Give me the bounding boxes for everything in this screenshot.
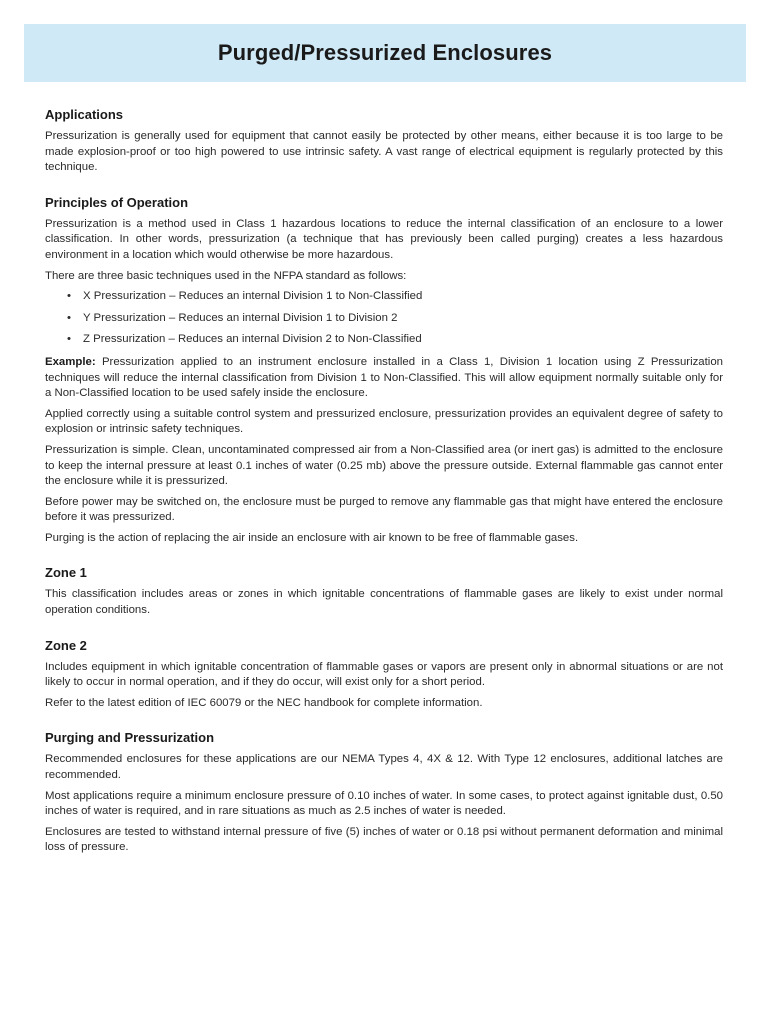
applications-paragraph: Pressurization is generally used for equipment that cannot easily be protected by other means, either because it is too large to be made explosion-proof or too high powered to use intrinsic safety. A vast range of electrical equipment is regularly protected by this technique.	[45, 130, 723, 174]
zone1-heading: Zone 1	[45, 565, 87, 581]
section-zone-2	[45, 637, 723, 712]
purging-paragraph-1: Recommended enclosures for these applications are our NEMA Types 4, 4X & 12. With Type 12 enclosures, additional latches are recommended.	[45, 753, 723, 782]
bullet-icon: •	[67, 333, 71, 346]
purging-paragraph-2: Most applications require a minimum enclosure pressure of 0.10 inches of water. In some cases, to protect against ignitable dust, 0.50 inches of water is required, and in rare situations as much as 2.5 inches of water is needed.	[45, 789, 723, 818]
zone2-paragraph-1: Includes equipment in which ignitable concentration of flammable gases or vapors are present only in abnormal situations or are not likely to occur in normal operation, and if they do occur, will exist only for a short period.	[45, 660, 723, 689]
bullet-icon: •	[67, 311, 71, 324]
title-banner	[24, 24, 746, 82]
list-item-text: Y Pressurization – Reduces an internal Division 1 to Division 2	[83, 311, 398, 324]
list-item-text: X Pressurization – Reduces an internal Division 1 to Non-Classified	[83, 290, 423, 303]
techniques-list	[45, 289, 723, 348]
applications-heading: Applications	[45, 107, 124, 122]
document-body	[45, 106, 723, 861]
example-text: Pressurization applied to an instrument enclosure installed in a Class 1, Division 1 location using Z Pressurization techniques will reduce the internal classification from Division 1 to Non-Classified. This will allow equipment normally suitable only for a Non-Classified location to be used safely inside the enclosure.	[45, 355, 723, 400]
zone2-paragraph-2: Refer to the latest edition of IEC 60079 or the NEC handbook for complete information.	[45, 696, 483, 709]
list-item-text: Z Pressurization – Reduces an internal Division 2 to Non-Classified	[83, 333, 422, 346]
list-item	[67, 332, 723, 348]
section-zone-1	[45, 564, 723, 618]
purging-heading: Purging and Pressurization	[45, 730, 215, 746]
zone2-heading: Zone 2	[45, 637, 87, 653]
principles-paragraph-5: Before power may be switched on, the enclosure must be purged to remove any flammable gas that might have entered the enclosure before it was pressurized.	[45, 495, 723, 524]
principles-paragraph-6: Purging is the action of replacing the air inside an enclosure with air known to be free of flammable gases.	[45, 531, 579, 544]
purging-paragraph-3: Enclosures are tested to withstand internal pressure of five (5) inches of water or 0.18 psi without permanent deformation and minimal loss of pressure.	[45, 825, 723, 854]
section-principles	[45, 194, 723, 547]
section-applications	[45, 106, 723, 176]
page-title: Purged/Pressurized Enclosures	[217, 40, 553, 65]
example-label: Example:	[45, 355, 96, 368]
principles-paragraph-4: Pressurization is simple. Clean, uncontaminated compressed air from a Non-Classified area (or inert gas) is admitted to the enclosure to keep the internal pressure at least 0.1 inches of water (0.25 mb) above the pressure outside. External flammable gas cannot enter the enclosure while it is pressurized.	[45, 443, 723, 488]
principles-heading: Principles of Operation	[45, 194, 189, 210]
principles-paragraph-2: There are three basic techniques used in the NFPA standard as follows:	[45, 269, 407, 282]
principles-paragraph-1: Pressurization is a method used in Class 1 hazardous locations to reduce the internal classification of an enclosure to a lower classification. In other words, pressurization (a technique that has previously been called purging) creates a less hazardous environment in a location which would otherwise be more hazardous.	[45, 217, 723, 261]
example-paragraph	[45, 355, 723, 402]
section-purging	[45, 729, 723, 856]
principles-paragraph-3: Applied correctly using a suitable control system and pressurized enclosure, pressurization provides an equivalent degree of safety to explosion or intrinsic safety techniques.	[45, 407, 723, 436]
list-item	[67, 311, 723, 327]
list-item	[67, 289, 723, 305]
zone1-paragraph: This classification includes areas or zones in which ignitable concentrations of flammable gases are likely to exist under normal operation conditions.	[45, 588, 723, 617]
bullet-icon: •	[67, 290, 71, 303]
